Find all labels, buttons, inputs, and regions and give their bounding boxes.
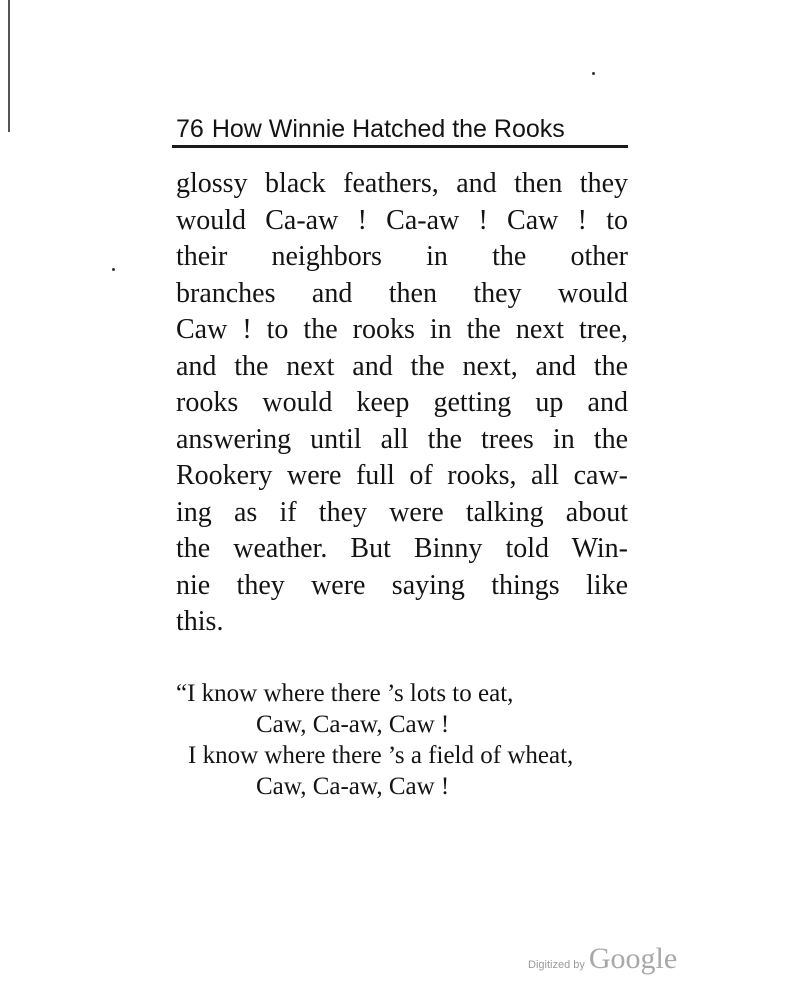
text-line: answering until all the trees in the [176, 423, 628, 455]
poem-line: “I know where there ’s lots to eat, [176, 680, 514, 707]
text-line: and the next and the next, and the [176, 350, 628, 382]
poem-verse [176, 678, 628, 802]
text-line: Caw ! to the rooks in the next tree, [176, 314, 628, 345]
watermark-brand: Google [588, 942, 678, 975]
watermark-prefix: Digitized by [528, 959, 585, 971]
text-line: rooks would keep getting up and [176, 387, 628, 418]
text-line: glossy black feathers, and then they [176, 168, 628, 199]
text-line: ing as if they were talking about [176, 496, 628, 528]
poem-line: Caw, Ca-aw, Caw ! [256, 773, 450, 800]
text-line: their neighbors in the other [176, 241, 628, 272]
text-line: branches and then they would [176, 277, 628, 309]
running-header [172, 112, 628, 148]
scan-speck [112, 268, 115, 271]
digitized-watermark [528, 942, 677, 976]
poem-line: I know where there ’s a field of wheat, [188, 742, 574, 769]
running-title: How Winnie Hatched the Rooks [211, 115, 565, 143]
text-line: nie they were saying things like [176, 569, 628, 601]
header-text [176, 112, 573, 146]
page-number: 76 [176, 115, 204, 143]
text-line: this. [176, 606, 224, 637]
poem-line: Caw, Ca-aw, Caw ! [256, 711, 450, 738]
body-paragraph [176, 166, 628, 641]
scan-speck [592, 72, 595, 75]
text-line: the weather. But Binny told Win- [176, 533, 628, 564]
text-line: would Ca-aw ! Ca-aw ! Caw ! to [176, 204, 628, 236]
text-line: Rookery were full of rooks, all caw- [176, 460, 628, 491]
scan-edge-line [8, 0, 10, 132]
